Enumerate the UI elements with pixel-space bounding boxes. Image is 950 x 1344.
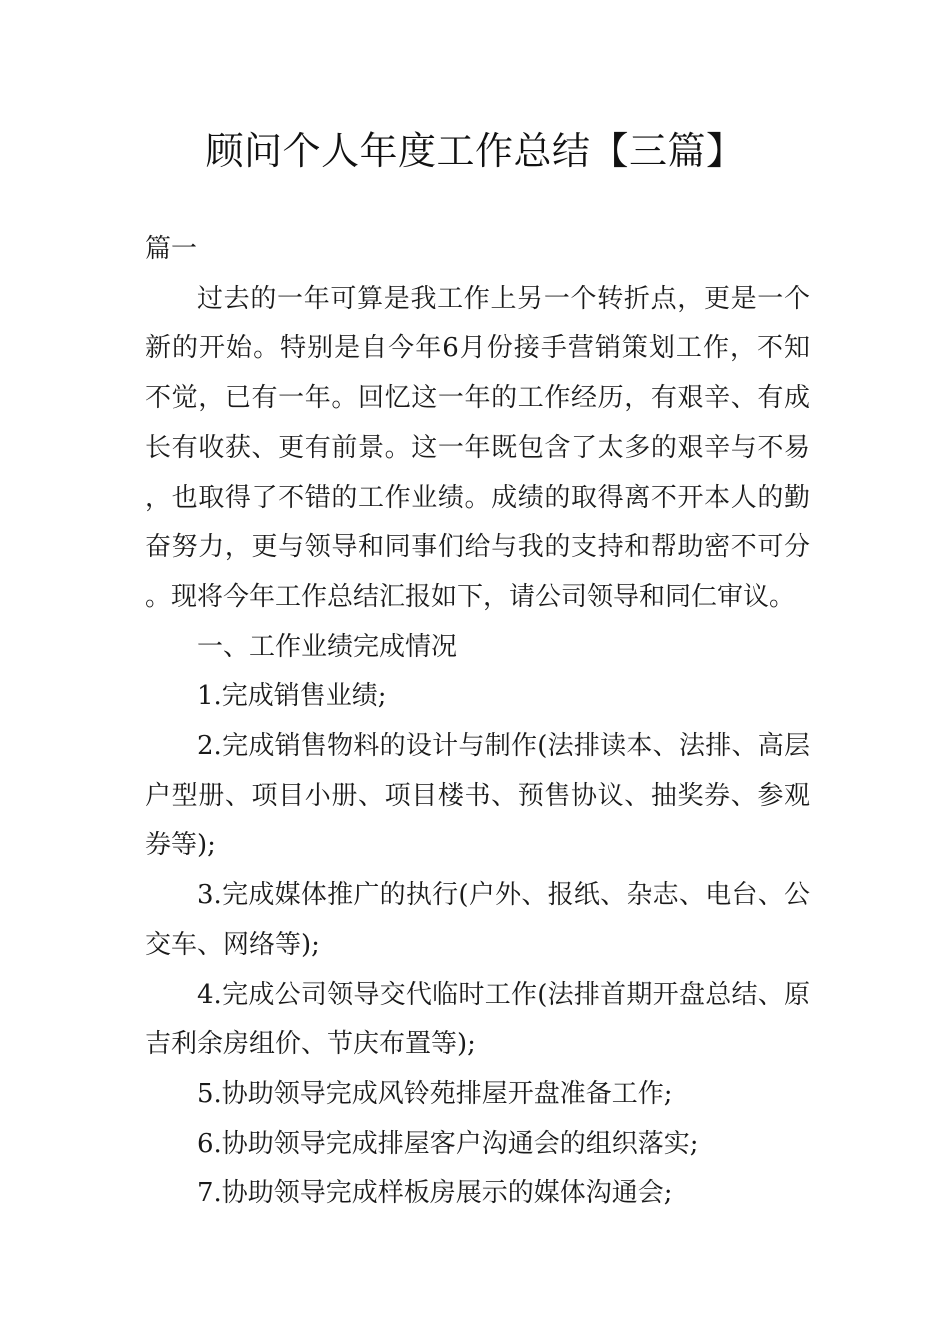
intro-paragraph: 过去的一年可算是我工作上另一个转折点，更是一个新的开始。特别是自今年6月份接手营销策划工作，不知不觉，已有一年。回忆这一年的工作经历，有艰辛、有成长有收获、更有前景。这一年既包含了太多的艰辛与不易，也取得了不错的工作业绩。成绩的取得离不开本人的勤奋努力，更与领导和同事们给与我的支持和帮助密不可分。现将今年工作总结汇报如下，请公司领导和同仁审议。: [145, 283, 810, 612]
document-title: 顾问个人年度工作总结【三篇】: [205, 129, 745, 173]
document-body: [145, 225, 810, 1219]
list-item: 6.协助领导完成排屋客户沟通会的组织落实;: [197, 1128, 699, 1159]
list-item: 1.完成销售业绩;: [197, 681, 387, 712]
list-item: 7.协助领导完成样板房展示的媒体沟通会;: [197, 1178, 673, 1209]
section-heading: 一、工作业绩完成情况: [197, 631, 458, 662]
list-item: 3.完成媒体推广的执行(户外、报纸、杂志、电台、公交车、网络等);: [145, 880, 810, 960]
list-item: 5.协助领导完成风铃苑排屋开盘准备工作;: [197, 1078, 673, 1109]
section-label: 篇一: [145, 234, 198, 264]
list-item: 2.完成销售物料的设计与制作(法排读本、法排、高层户型册、项目小册、项目楼书、预售协议、抽奖券、参观券等);: [145, 731, 810, 861]
list-item: 4.完成公司领导交代临时工作(法排首期开盘总结、原吉利余房组价、节庆布置等);: [145, 979, 810, 1060]
